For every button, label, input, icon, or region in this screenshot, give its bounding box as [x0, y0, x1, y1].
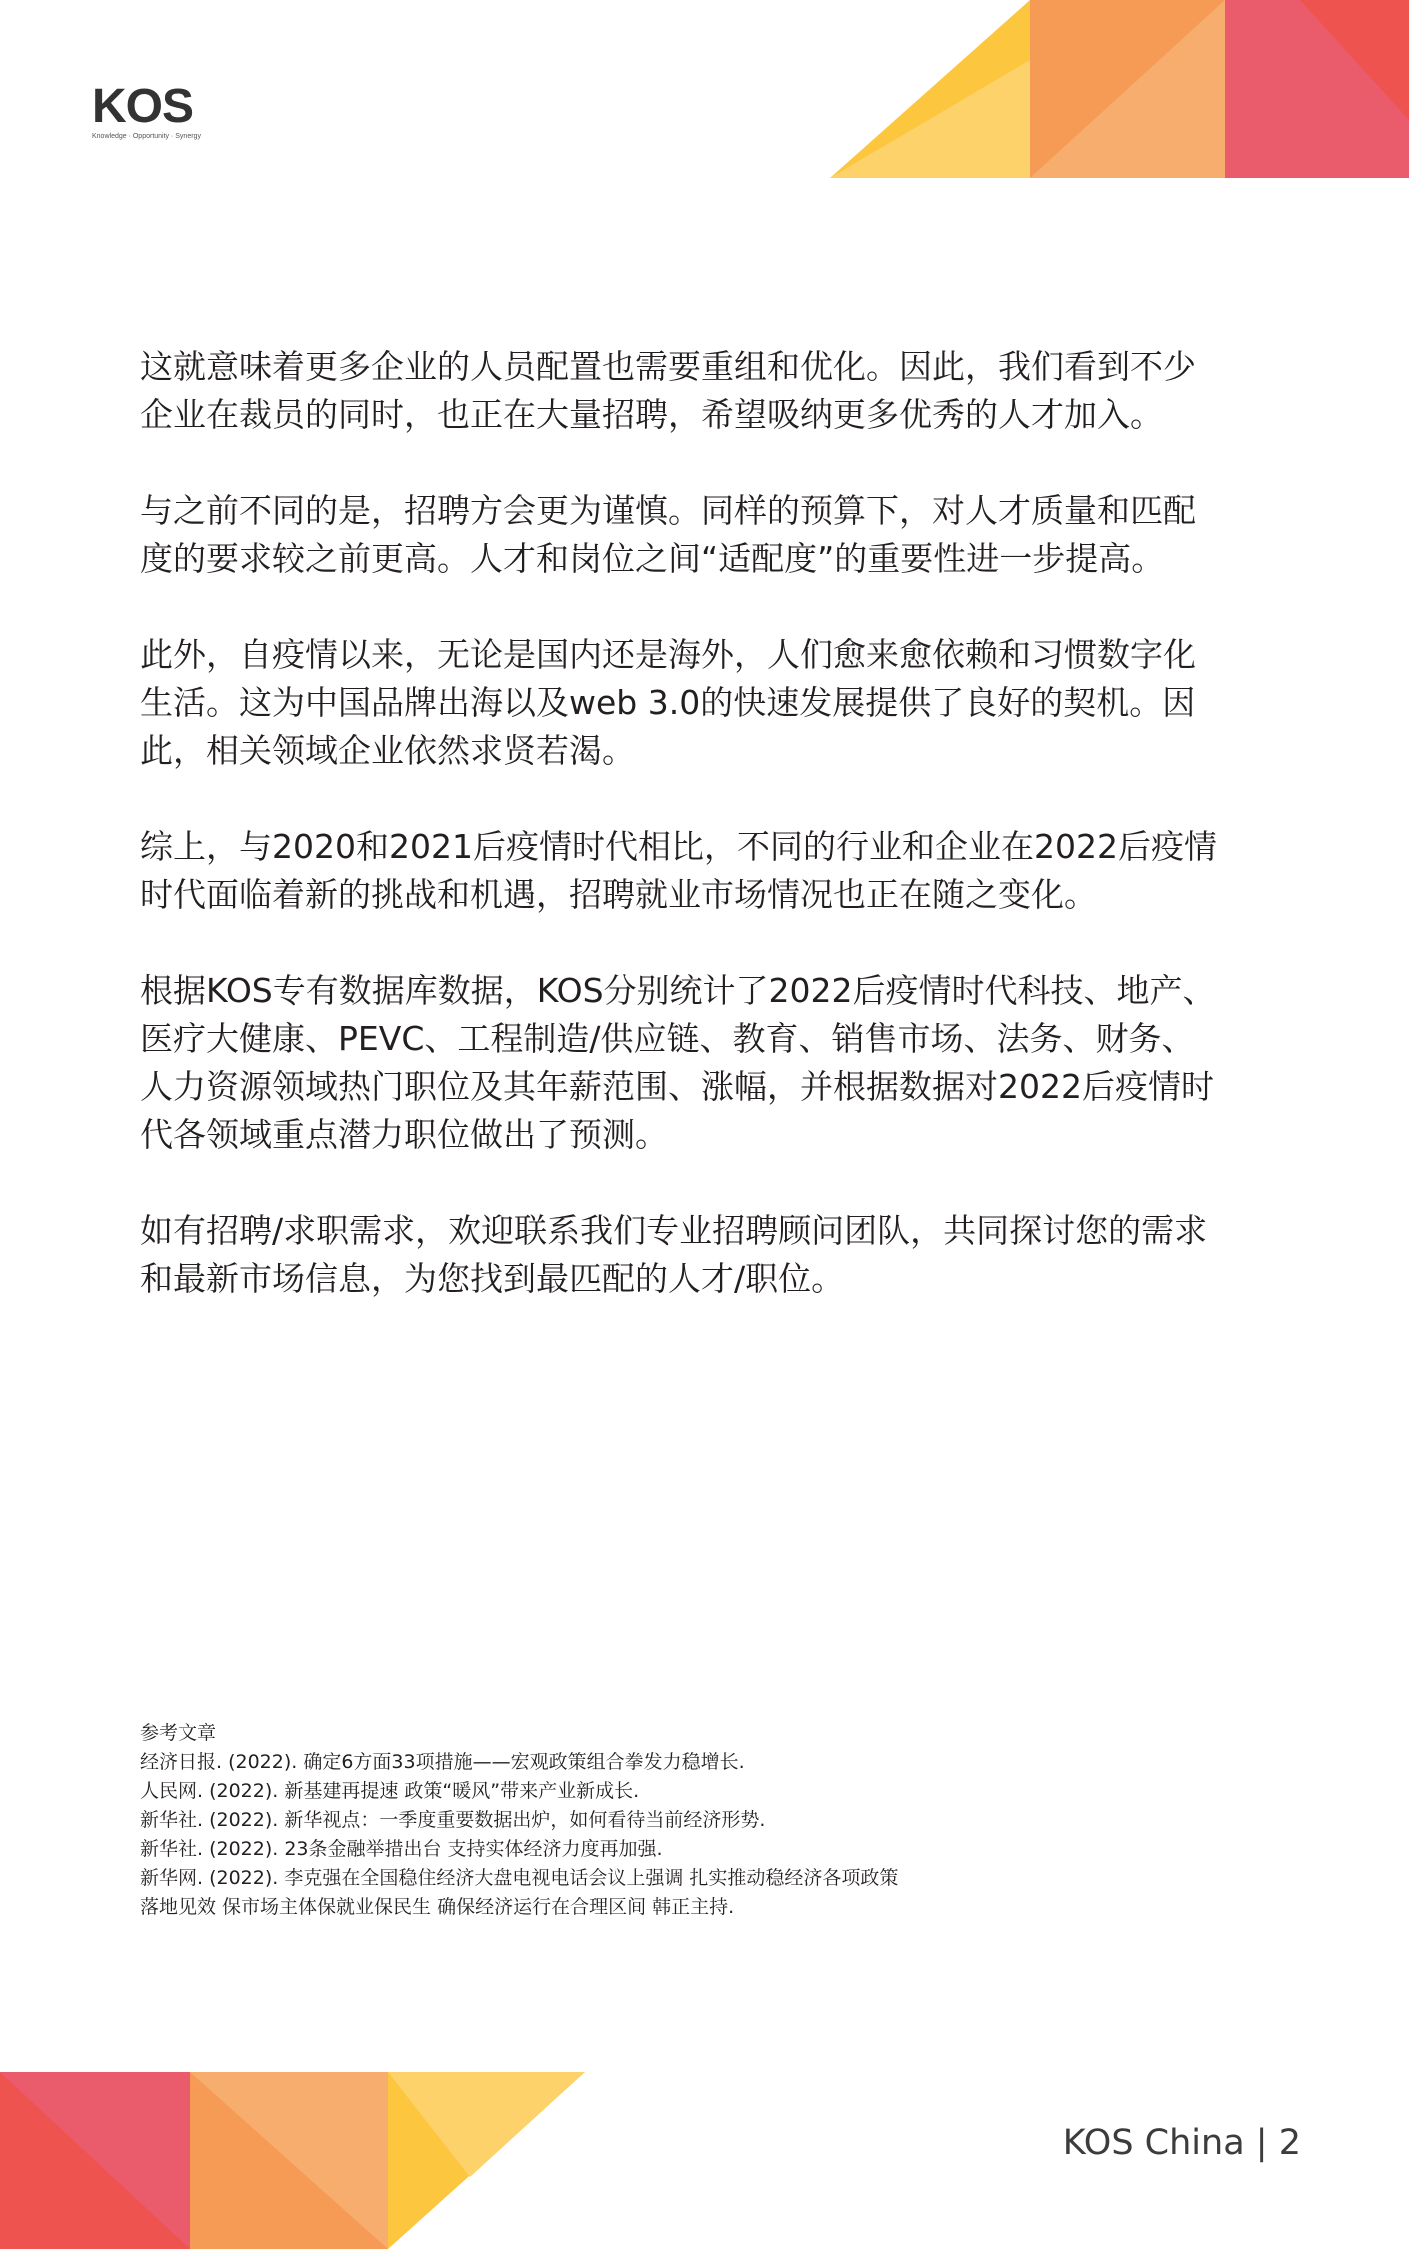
text-line: 企业在裁员的同时，也正在大量招聘，希望吸纳更多优秀的人才加入。 — [140, 395, 1163, 434]
text-line: 此，相关领域企业依然求贤若渴。 — [140, 731, 635, 770]
paragraph — [140, 343, 1280, 439]
bottom-left-decoration — [0, 2072, 585, 2249]
text-line: 医疗大健康、PEVC、工程制造/供应链、教育、销售市场、法务、财务、 — [140, 1019, 1195, 1058]
paragraph — [140, 631, 1280, 775]
footer-separator: | — [1255, 2123, 1268, 2163]
reference-item: 落地见效 保市场主体保就业保民生 确保经济运行在合理区间 韩正主持. — [140, 1896, 735, 1918]
text-line: 如有招聘/求职需求，欢迎联系我们专业招聘顾问团队，共同探讨您的需求 — [140, 1211, 1208, 1250]
footer-brand: KOS China — [1062, 2123, 1245, 2163]
text-line: 时代面临着新的挑战和机遇，招聘就业市场情况也正在随之变化。 — [140, 875, 1097, 914]
text-line: 代各领域重点潜力职位做出了预测。 — [140, 1115, 668, 1154]
reference-item: 新华社. (2022). 新华视点：一季度重要数据出炉，如何看待当前经济形势. — [140, 1809, 766, 1831]
reference-item: 经济日报. (2022). 确定6方面33项措施——宏观政策组合拳发力稳增长. — [140, 1751, 745, 1773]
top-right-decoration — [830, 0, 1409, 178]
logo-wordmark: KOS — [92, 80, 194, 133]
text-line: 此外，自疫情以来，无论是国内还是海外，人们愈来愈依赖和习惯数字化 — [140, 635, 1196, 674]
text-line: 生活。这为中国品牌出海以及web 3.0的快速发展提供了良好的契机。因 — [140, 683, 1196, 722]
text-line: 与之前不同的是，招聘方会更为谨慎。同样的预算下，对人才质量和匹配 — [140, 491, 1196, 530]
reference-item: 新华网. (2022). 李克强在全国稳住经济大盘电视电话会议上强调 扎实推动稳经济各项政策 — [140, 1867, 899, 1889]
reference-item: 新华社. (2022). 23条金融举措出台 支持实体经济力度再加强. — [140, 1838, 663, 1860]
reference-item: 人民网. (2022). 新基建再提速 政策“暖风”带来产业新成长. — [140, 1780, 640, 1802]
references-title: 参考文章 — [140, 1722, 217, 1744]
kos-logo — [92, 82, 202, 141]
paragraph — [140, 967, 1280, 1159]
paragraph — [140, 487, 1280, 583]
page-number: 2 — [1278, 2123, 1301, 2163]
logo-tagline: Knowledge · Opportunity · Synergy — [92, 133, 201, 140]
text-line: 这就意味着更多企业的人员配置也需要重组和优化。因此，我们看到不少 — [140, 347, 1196, 386]
paragraph — [140, 1207, 1280, 1303]
text-line: 综上，与2020和2021后疫情时代相比，不同的行业和企业在2022后疫情 — [140, 827, 1217, 866]
references — [140, 1719, 1240, 1922]
text-line: 度的要求较之前更高。人才和岗位之间“适配度”的重要性进一步提高。 — [140, 539, 1165, 578]
paragraph — [140, 823, 1280, 919]
body-text — [140, 343, 1280, 1351]
page-footer — [1063, 2121, 1301, 2165]
text-line: 人力资源领域热门职位及其年薪范围、涨幅，并根据数据对2022后疫情时 — [140, 1067, 1214, 1106]
text-line: 根据KOS专有数据库数据，KOS分别统计了2022后疫情时代科技、地产、 — [140, 971, 1216, 1010]
text-line: 和最新市场信息，为您找到最匹配的人才/职位。 — [140, 1259, 845, 1298]
